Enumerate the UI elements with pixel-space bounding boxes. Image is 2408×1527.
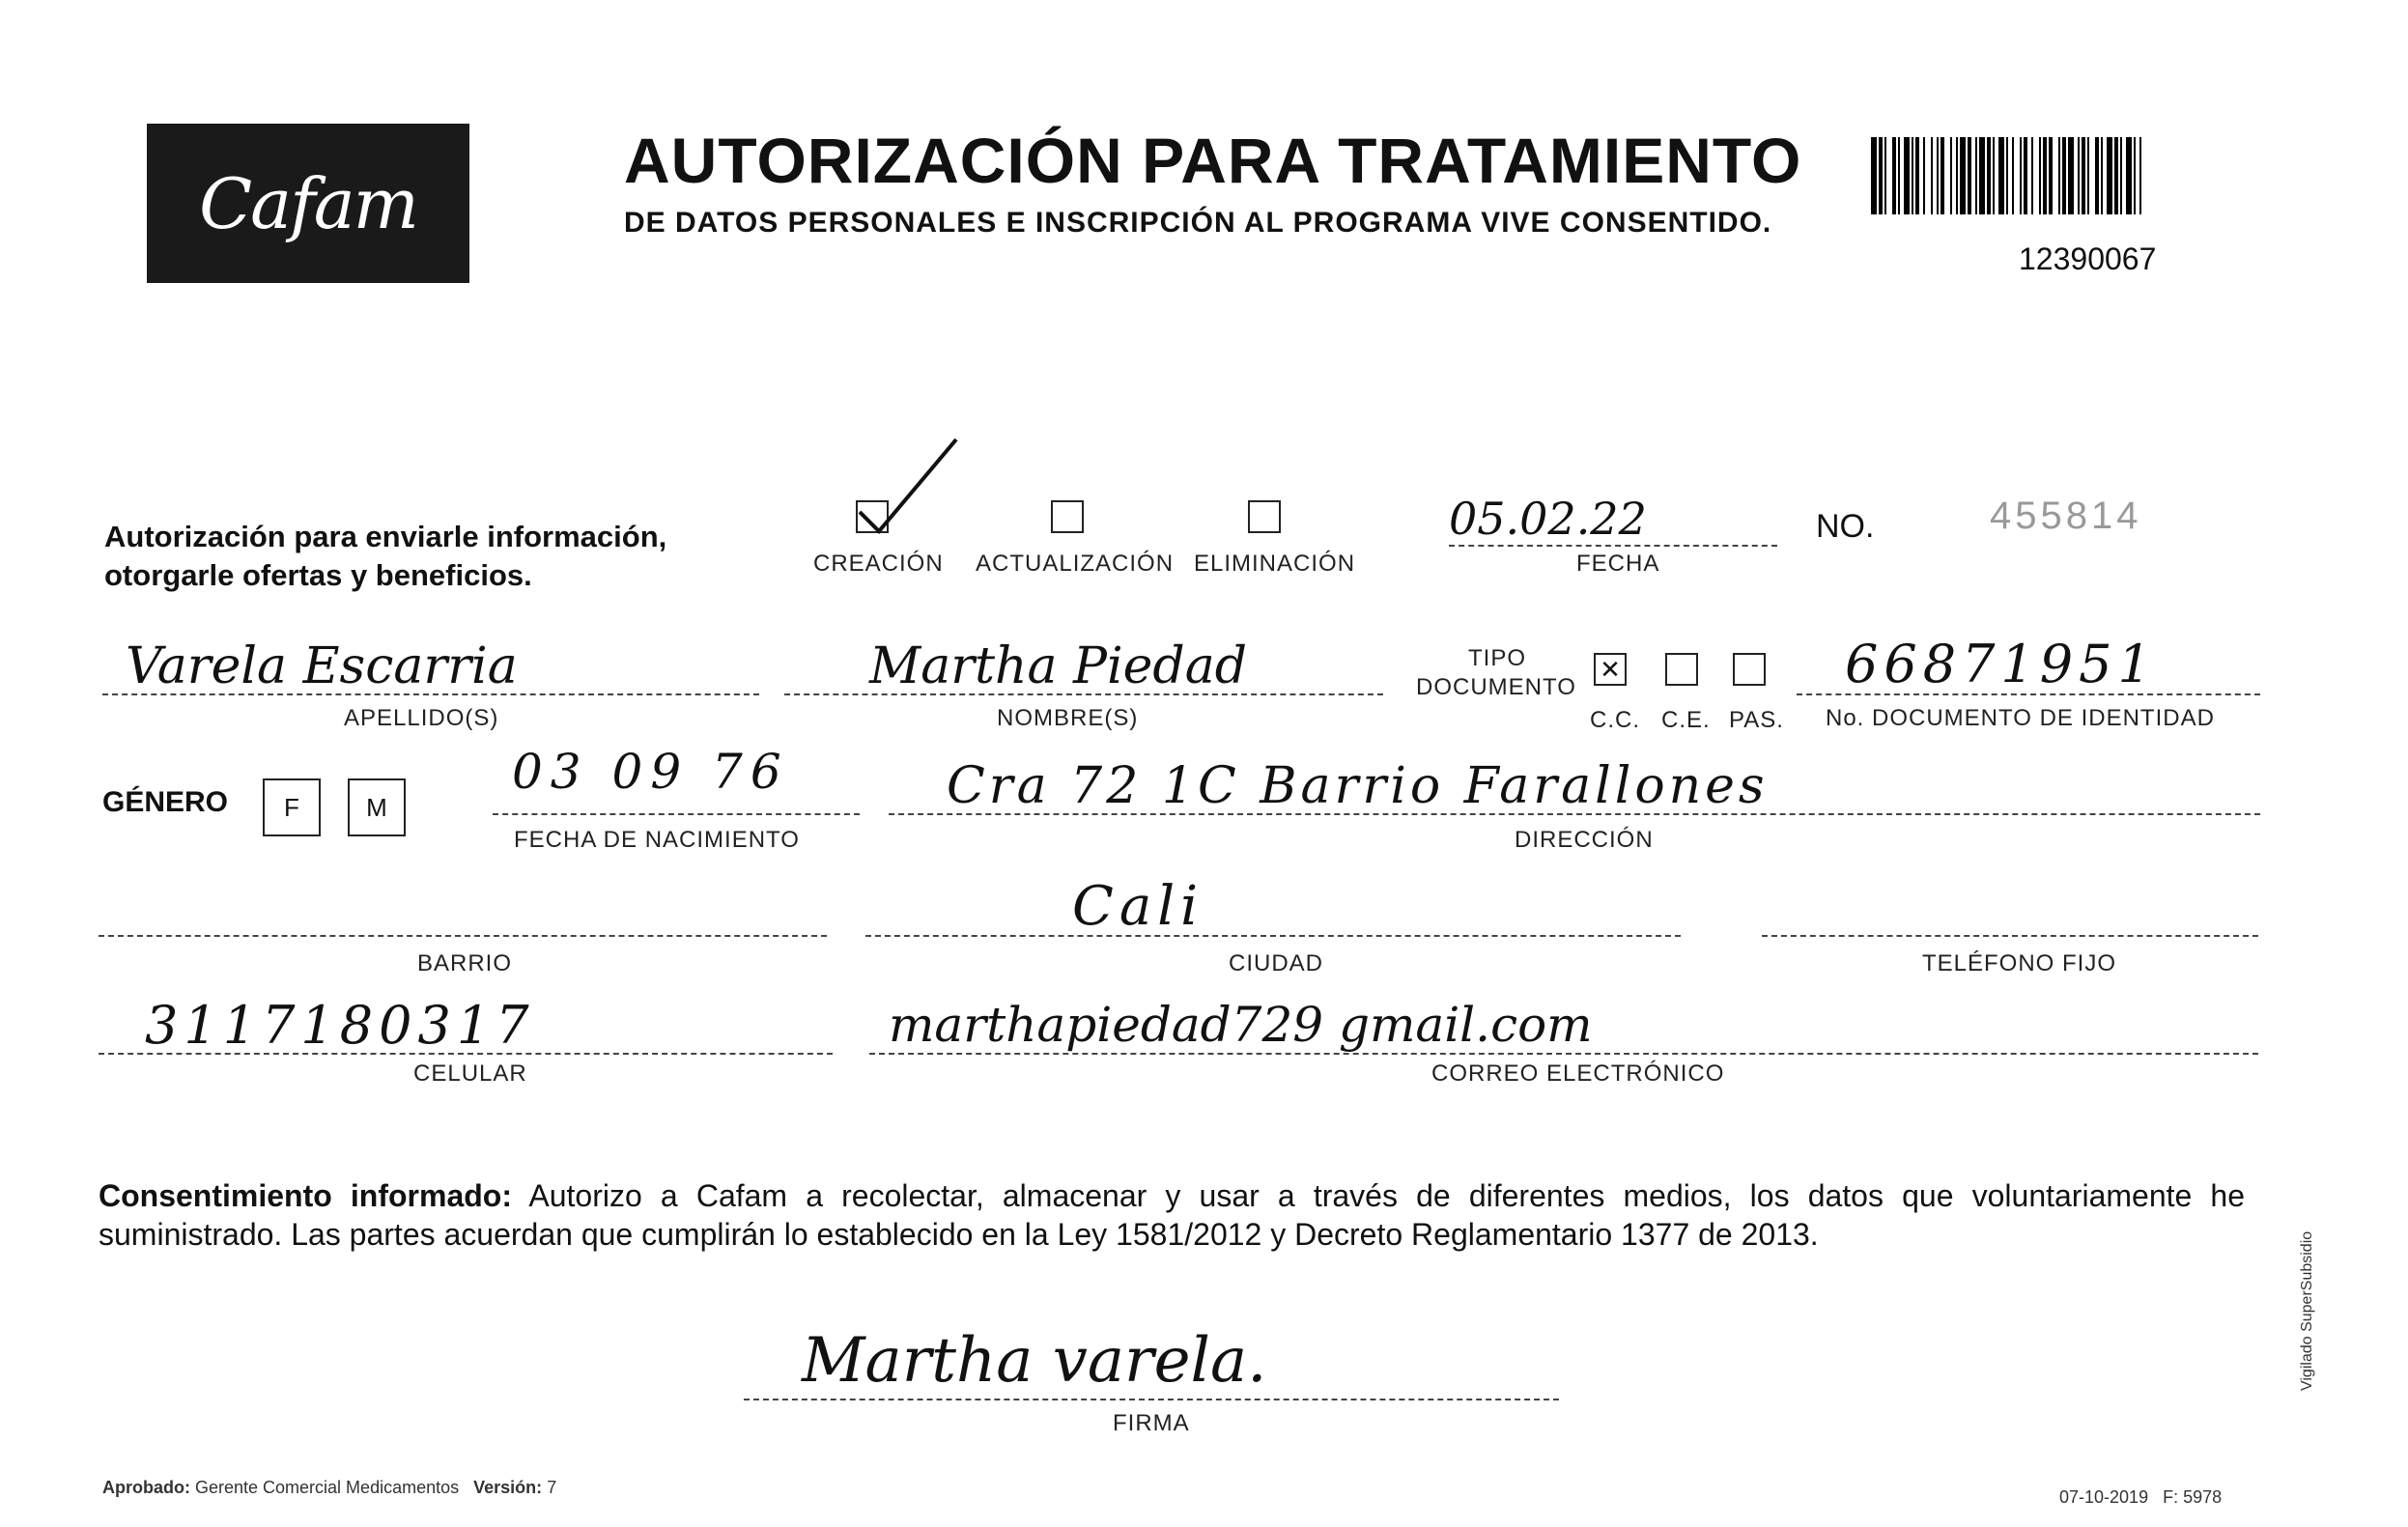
ce-label: C.E. bbox=[1661, 707, 1711, 733]
x-mark-icon: ✕ bbox=[1600, 655, 1621, 684]
form-title: AUTORIZACIÓN PARA TRATAMIENTO bbox=[624, 125, 1802, 196]
barrio-label: BARRIO bbox=[417, 950, 513, 976]
birth-label: FECHA DE NACIMIENTO bbox=[514, 827, 800, 853]
actualizacion-label: ACTUALIZACIÓN bbox=[976, 551, 1175, 577]
intro-line-1: Autorización para enviarle información, bbox=[104, 520, 667, 553]
apellidos-line[interactable] bbox=[102, 693, 759, 695]
cafam-logo bbox=[147, 124, 469, 283]
ciudad-value: Cali bbox=[1072, 875, 1204, 938]
email-label: CORREO ELECTRÓNICO bbox=[1431, 1060, 1725, 1087]
birth-line[interactable] bbox=[493, 813, 860, 815]
fecha-line bbox=[1449, 545, 1777, 547]
address-value: Cra 72 1C Barrio Farallones bbox=[947, 757, 1769, 815]
authorization-intro bbox=[104, 518, 666, 595]
nombres-label: NOMBRE(S) bbox=[997, 705, 1139, 731]
address-label: DIRECCIÓN bbox=[1515, 827, 1654, 853]
apellidos-label: APELLIDO(S) bbox=[344, 705, 499, 731]
doc-number-label: No. DOCUMENTO DE IDENTIDAD bbox=[1826, 705, 2215, 731]
footer-codes bbox=[2059, 1487, 2222, 1508]
celular-value: 3117180317 bbox=[145, 995, 535, 1056]
genero-m-checkbox[interactable] bbox=[348, 778, 406, 836]
birth-value: 03 09 76 bbox=[512, 744, 789, 800]
tipo-label: TIPO bbox=[1468, 645, 1527, 671]
barrio-line[interactable] bbox=[99, 935, 827, 937]
doc-number-line[interactable] bbox=[1797, 693, 2260, 695]
nombres-line[interactable] bbox=[784, 693, 1383, 695]
aprobado-label: Aprobado: bbox=[102, 1478, 190, 1497]
signature-line[interactable] bbox=[744, 1399, 1559, 1400]
no-label: NO. bbox=[1816, 508, 1875, 545]
footer-date: 07-10-2019 bbox=[2059, 1487, 2149, 1507]
creacion-label: CREACIÓN bbox=[813, 551, 944, 577]
check-mark-icon bbox=[850, 435, 966, 541]
barcode-bar bbox=[2141, 137, 2147, 214]
supersubsidio-text: Vigilado SuperSubsidio bbox=[2299, 1230, 2315, 1391]
genero-label: GÉNERO bbox=[102, 786, 229, 818]
footer-approval bbox=[102, 1478, 556, 1498]
eliminacion-checkbox[interactable] bbox=[1248, 500, 1281, 533]
telefono-label: TELÉFONO FIJO bbox=[1922, 950, 2117, 976]
supersubsidio-mark bbox=[2299, 1231, 2316, 1391]
celular-line[interactable] bbox=[99, 1053, 833, 1055]
genero-m-label: M bbox=[366, 793, 387, 822]
consent-text: Autorizo a Cafam a recolectar, almacenar y usar a través de diferentes medios, los datos que voluntariamente he suministrado. Las partes acuerdan que cumplirán lo establecido en la Ley 1581/2012 y Decreto Reglamentario 1377 de 2013. bbox=[99, 1178, 2246, 1252]
intro-line-2: otorgarle ofertas y beneficios. bbox=[104, 558, 532, 592]
nombres-value: Martha Piedad bbox=[869, 637, 1247, 695]
consent-heading: Consentimiento informado: bbox=[99, 1178, 513, 1213]
aprobado-value: Gerente Comercial Medicamentos bbox=[195, 1478, 460, 1497]
pas-label: PAS. bbox=[1729, 707, 1784, 733]
consent-paragraph bbox=[99, 1176, 2245, 1254]
apellidos-value: Varela Escarria bbox=[126, 637, 518, 695]
actualizacion-checkbox[interactable] bbox=[1051, 500, 1084, 533]
signature-value: Martha varela. bbox=[802, 1325, 1267, 1397]
celular-label: CELULAR bbox=[413, 1060, 527, 1087]
email-value: marthapiedad729 gmail.com bbox=[889, 997, 1593, 1053]
documento-label: DOCUMENTO bbox=[1416, 674, 1576, 700]
barcode-number: 12390067 bbox=[2019, 241, 2157, 276]
form-number: 455814 bbox=[1990, 495, 2142, 537]
footer-form-code: F: 5978 bbox=[2163, 1487, 2223, 1507]
version-value: 7 bbox=[547, 1478, 557, 1497]
telefono-line[interactable] bbox=[1762, 935, 2258, 937]
doc-number-value: 66871951 bbox=[1845, 634, 2157, 694]
pas-checkbox[interactable] bbox=[1733, 653, 1766, 686]
cc-checkbox[interactable] bbox=[1594, 653, 1627, 686]
ciudad-line[interactable] bbox=[865, 935, 1681, 937]
ciudad-label: CIUDAD bbox=[1229, 950, 1324, 976]
genero-f-checkbox[interactable] bbox=[263, 778, 321, 836]
genero-f-label: F bbox=[284, 793, 299, 822]
eliminacion-label: ELIMINACIÓN bbox=[1194, 551, 1356, 577]
form-subtitle: DE DATOS PERSONALES E INSCRIPCIÓN AL PROGRAMA VIVE CONSENTIDO. bbox=[624, 207, 1772, 239]
address-line[interactable] bbox=[889, 813, 2260, 815]
email-line[interactable] bbox=[869, 1053, 2258, 1055]
barcode-image bbox=[1871, 137, 2265, 214]
fecha-value: 05.02.22 bbox=[1449, 493, 1647, 545]
fecha-label: FECHA bbox=[1576, 551, 1660, 577]
logo-text: Cafam bbox=[199, 162, 417, 244]
version-label: Versión: bbox=[473, 1478, 543, 1497]
cc-label: C.C. bbox=[1590, 707, 1640, 733]
signature-label: FIRMA bbox=[1113, 1410, 1190, 1436]
ce-checkbox[interactable] bbox=[1665, 653, 1698, 686]
